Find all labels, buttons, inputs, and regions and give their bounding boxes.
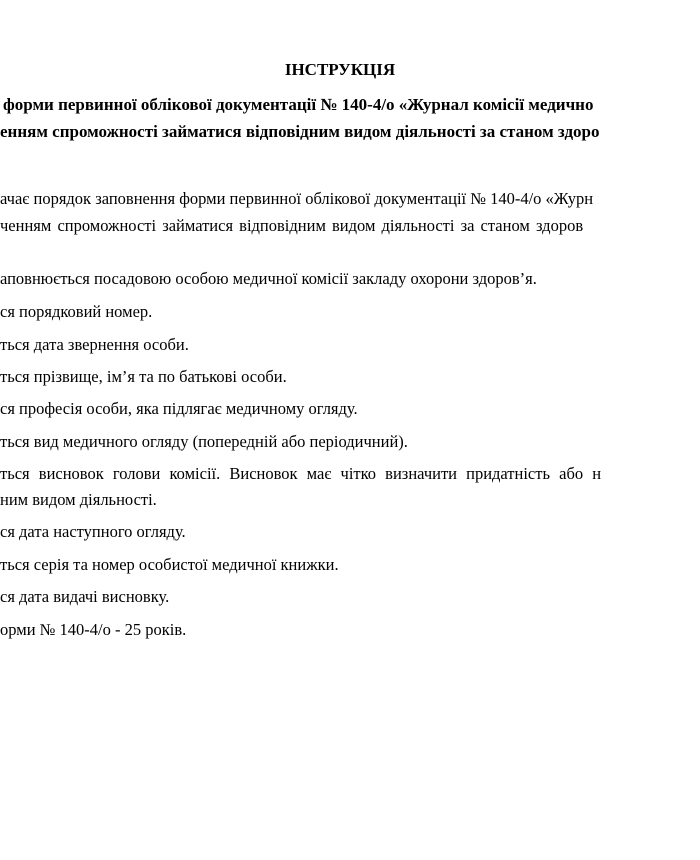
- instruction-line-5: ся професія особи, яка підлягає медичному огляду.: [0, 399, 358, 418]
- instruction-line-8: ся дата наступного огляду.: [0, 522, 186, 541]
- instruction-line-4: ться прізвище, ім’я та по батькові особи.: [0, 367, 287, 386]
- instruction-line-1: аповнюється посадовою особою медичної комісії закладу охорони здоров’я.: [0, 269, 537, 288]
- instruction-line-7: ться висновок голови комісії. Висновок має чітко визначити придатність або н: [0, 464, 602, 483]
- document-title: ІНСТРУКЦІЯ: [284, 60, 396, 79]
- intro-line-2: ченням спроможності займатися відповідним видом діяльності за станом здоров: [0, 216, 584, 235]
- instruction-line-11: орми № 140-4/о - 25 років.: [0, 620, 187, 639]
- subtitle-line-2: енням спроможності займатися відповідним видом діяльності за станом здоро: [0, 122, 600, 141]
- instruction-line-7-continued: ним видом діяльності.: [0, 490, 157, 509]
- instruction-line-6: ться вид медичного огляду (попередній або періодичний).: [0, 432, 408, 451]
- instruction-line-2: ся порядковий номер.: [0, 302, 153, 321]
- intro-line-1: ачає порядок заповнення форми первинної облікової документації № 140-4/о «Журн: [0, 189, 594, 208]
- instruction-line-9: ться серія та номер особистої медичної книжки.: [0, 555, 339, 574]
- instruction-line-10: ся дата видачі висновку.: [0, 587, 170, 606]
- instruction-line-3: ться дата звернення особи.: [0, 335, 189, 354]
- subtitle-line-1: форми первинної облікової документації № 140-4/о «Журнал комісії медично: [3, 95, 594, 114]
